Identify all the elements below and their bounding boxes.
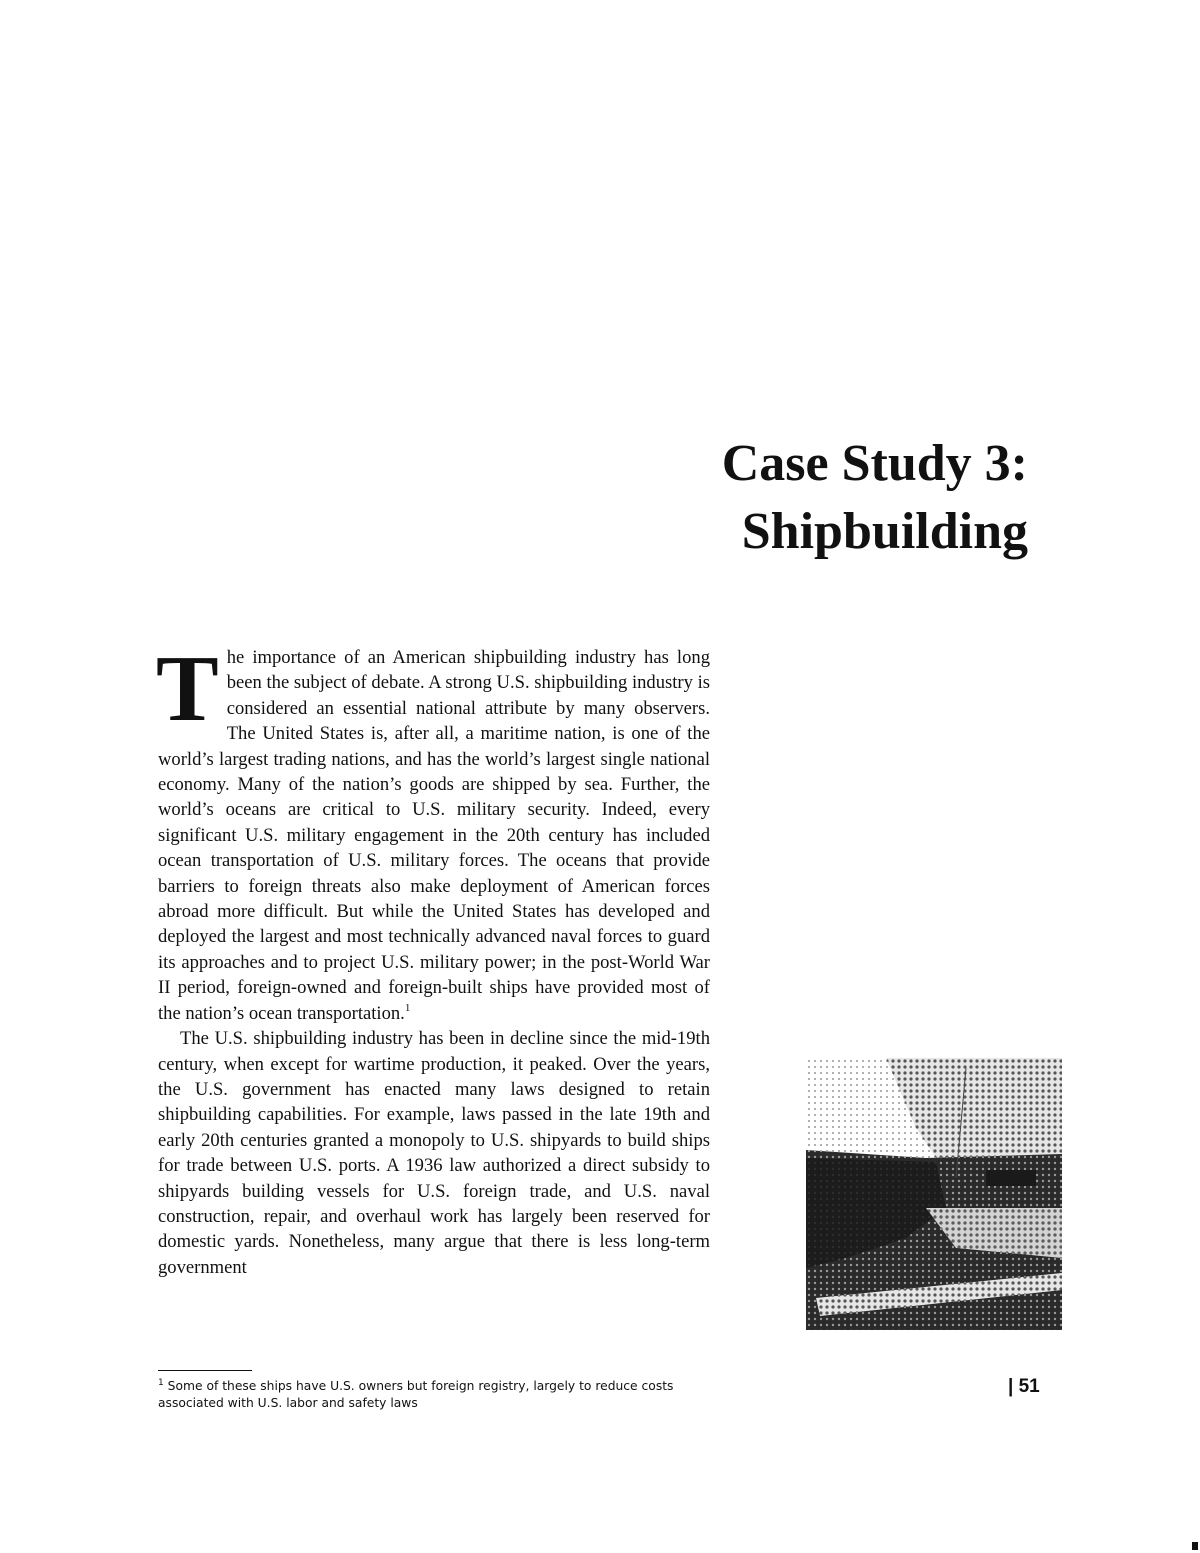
chapter-title-line1: Case Study 3:	[721, 435, 1028, 492]
body-paragraph	[158, 1026, 710, 1280]
footnote-marker: 1	[158, 1378, 164, 1388]
halftone-photo-image	[806, 1058, 1062, 1330]
body-paragraph	[156, 637, 710, 1026]
paragraph-text: The U.S. shipbuilding industry has been in decline since the mid-19th century, when except for wartime production, it peaked. Over the years, the U.S. government has enacted many laws designed to retain shipbuilding capabilities. For example, laws passed in the late 19th and early 20th centuries granted a monopoly to U.S. shipyards to build ships for trade between U.S. ports. A 1936 law authorized a direct subsidy to shipyards building vessels for U.S. foreign trade, and U.S. naval construction, repair, and overhaul work has largely been reserved for domestic yards. Nonetheless, many argue that there is less long-term government	[158, 1028, 710, 1278]
chapter-title-line2: Shipbuilding	[741, 503, 1028, 560]
footnote-text: Some of these ships have U.S. owners but foreign registry, largely to reduce costs associated with U.S. labor and safety laws	[158, 1379, 674, 1410]
body-text	[156, 637, 710, 1280]
footnote	[158, 1378, 718, 1412]
paragraph-text: he importance of an American shipbuilding industry has long been the subject of debate. A strong U.S. shipbuilding industry is considered an essential national attribute by many observers. The United States is, after all, a maritime nation, is one of the world’s largest trading nations, and has the world’s largest single national economy. Many of the nation’s goods are shipped by sea. Further, the world’s oceans are critical to U.S. military security. Indeed, every significant U.S. military engagement in the 20th century has included ocean transportation of U.S. military forces. The oceans that provide barriers to foreign threats also make deployment of American forces abroad more difficult. But while the United States has developed and deployed the largest and most technically advanced naval forces to guard its approaches and to project U.S. military power; in the post-World War II period, foreign-owned and foreign-built ships have provided most of the nation’s ocean transportation.	[158, 647, 710, 1024]
drop-cap: T	[156, 637, 219, 741]
page-number: | 51	[1008, 1376, 1040, 1397]
chapter-title	[722, 430, 1028, 566]
crop-mark	[1192, 1542, 1198, 1550]
footnote-reference[interactable]: 1	[404, 1001, 411, 1014]
shipyard-photo	[806, 1058, 1062, 1330]
footnote-rule	[158, 1370, 252, 1371]
